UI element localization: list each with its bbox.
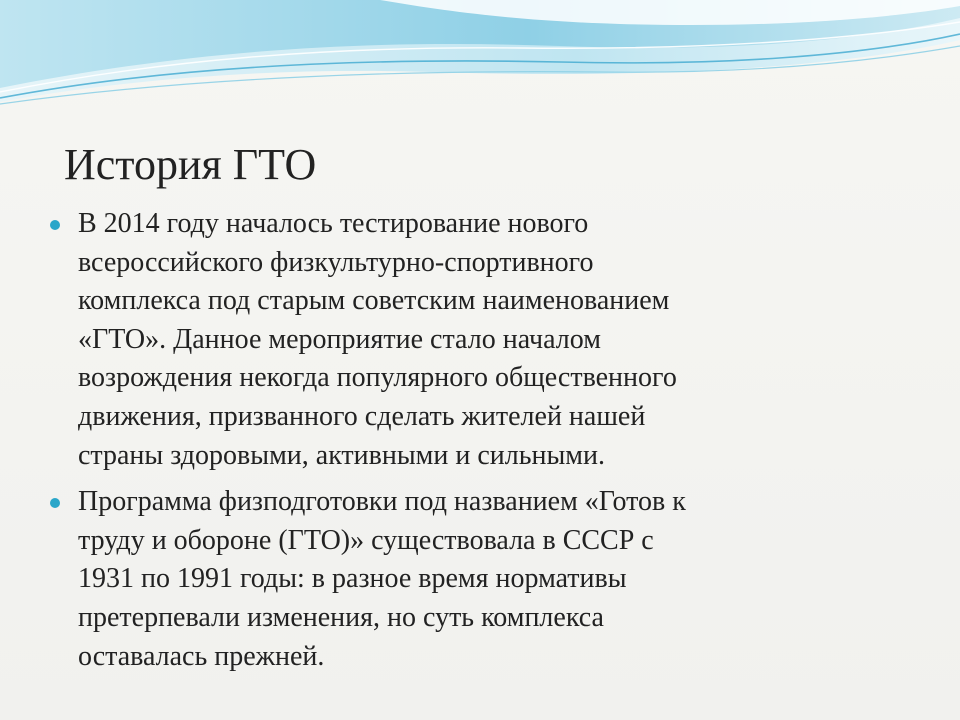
decorative-wave-header [0, 0, 960, 120]
bullet-dot-icon [50, 498, 60, 508]
list-item [50, 483, 810, 676]
bullet-text: Программа физподготовки под названием «Готов к труду и обороне (ГТО)» существовала в СССР с 1931 по 1991 годы: в разное время нормативы претерпевали изменения, но суть комплекса оставалась прежней. [78, 486, 686, 672]
slide-title: История ГТО [64, 140, 317, 189]
bullet-list [50, 205, 810, 684]
bullet-text: В 2014 году началось тестирование нового всероссийского физкультурно-спортивного комплекса под старым советским наименованием «ГТО». Данное мероприятие стало началом возрождения некогда популярного общественного движения, призванного сделать жителей нашей страны здоровыми, активными и сильными. [78, 208, 677, 471]
list-item [50, 205, 810, 475]
bullet-dot-icon [50, 220, 60, 230]
